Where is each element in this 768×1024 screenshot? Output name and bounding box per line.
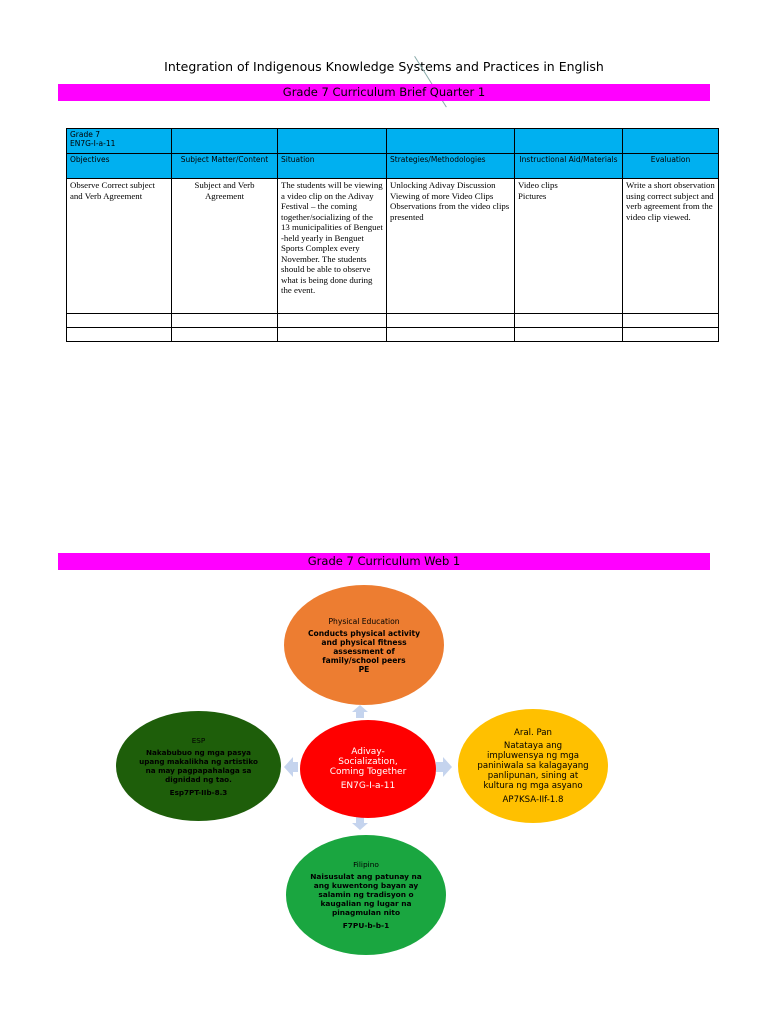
strategy-item: Unlocking Adivay Discussion bbox=[390, 180, 496, 190]
aral-pan-node bbox=[458, 709, 608, 823]
header-instructional: Instructional Aid/Materials bbox=[515, 154, 623, 179]
filipino-body: Naisusulat ang patunay na ang kuwentong bayan ay salamin ng tradisyon o kaugalian ng lugar na pinagmulan nito bbox=[310, 872, 422, 917]
esp-header: ESP bbox=[191, 735, 206, 745]
center-line: Adivay- bbox=[351, 747, 385, 757]
curriculum-brief-banner: Grade 7 Curriculum Brief Quarter 1 bbox=[58, 84, 710, 101]
arrow-right-icon bbox=[436, 757, 452, 777]
center-code: EN7G-I-a-11 bbox=[340, 781, 396, 791]
curriculum-web-banner: Grade 7 Curriculum Web 1 bbox=[58, 553, 710, 570]
esp-body: Nakabubuo ng mga pasya upang makalikha ng artistiko na may pagpapahalaga sa dignidad ng tao. bbox=[139, 747, 258, 784]
document-title: Integration of Indigenous Knowledge Systems and Practices in English bbox=[164, 59, 604, 74]
competency-code: EN7G-I-a-11 bbox=[70, 139, 116, 148]
arrow-left-icon bbox=[284, 757, 298, 777]
pe-body: Conducts physical activity and physical fitness assessment of family/school peers bbox=[307, 628, 421, 665]
arrow-up-icon bbox=[352, 705, 368, 718]
center-line: Socialization, bbox=[338, 757, 398, 767]
filipino-header: Filipino bbox=[353, 860, 379, 869]
strategy-item: Viewing of more Video Clips bbox=[390, 190, 494, 201]
aral-header: Aral. Pan bbox=[513, 727, 553, 738]
physical-education-node bbox=[284, 585, 444, 705]
cell-objectives: Observe Correct subject and Verb Agreement bbox=[67, 179, 172, 314]
cell-evaluation: Write a short observation using correct subject and verb agreement from the video clip viewed. bbox=[623, 179, 719, 314]
header-subject: Subject Matter/Content bbox=[172, 154, 278, 179]
header-strategies: Strategies/Methodologies bbox=[387, 154, 515, 179]
esp-code: Esp7PT-IIb-8.3 bbox=[169, 787, 228, 797]
material-item: Video clips bbox=[518, 180, 558, 190]
strategy-item: Observations from the video clips presented bbox=[390, 201, 510, 222]
center-line: Coming Together bbox=[329, 767, 407, 777]
pe-header: Physical Education bbox=[328, 616, 400, 626]
filipino-node bbox=[286, 835, 446, 955]
grade-label: Grade 7 bbox=[70, 130, 101, 139]
center-topic-node bbox=[300, 720, 436, 818]
filipino-code: F7PU-b-b-1 bbox=[342, 921, 390, 930]
aral-code: AP7KSA-IIf-1.8 bbox=[502, 794, 564, 805]
header-evaluation: Evaluation bbox=[623, 154, 719, 179]
pe-code: PE bbox=[358, 664, 370, 674]
material-item: Pictures bbox=[518, 190, 547, 201]
cell-subject: Subject and Verb Agreement bbox=[172, 179, 278, 314]
esp-node bbox=[116, 711, 281, 821]
header-objectives: Objectives bbox=[67, 154, 172, 179]
arrow-down-icon bbox=[352, 817, 368, 830]
cell-situation: The students will be viewing a video clip on the Adivay Festival – the coming together/socializing of the 13 municipalities of Benguet -held yearly in Benguet Sports Complex every November. The students should be able to observe what is being done during the event. bbox=[278, 179, 387, 314]
header-situation: Situation bbox=[278, 154, 387, 179]
aral-body: Natataya ang impluwensya ng mga paniniwala sa kalagayang panlipunan, sining at kultura ng mga asyano bbox=[477, 740, 589, 791]
